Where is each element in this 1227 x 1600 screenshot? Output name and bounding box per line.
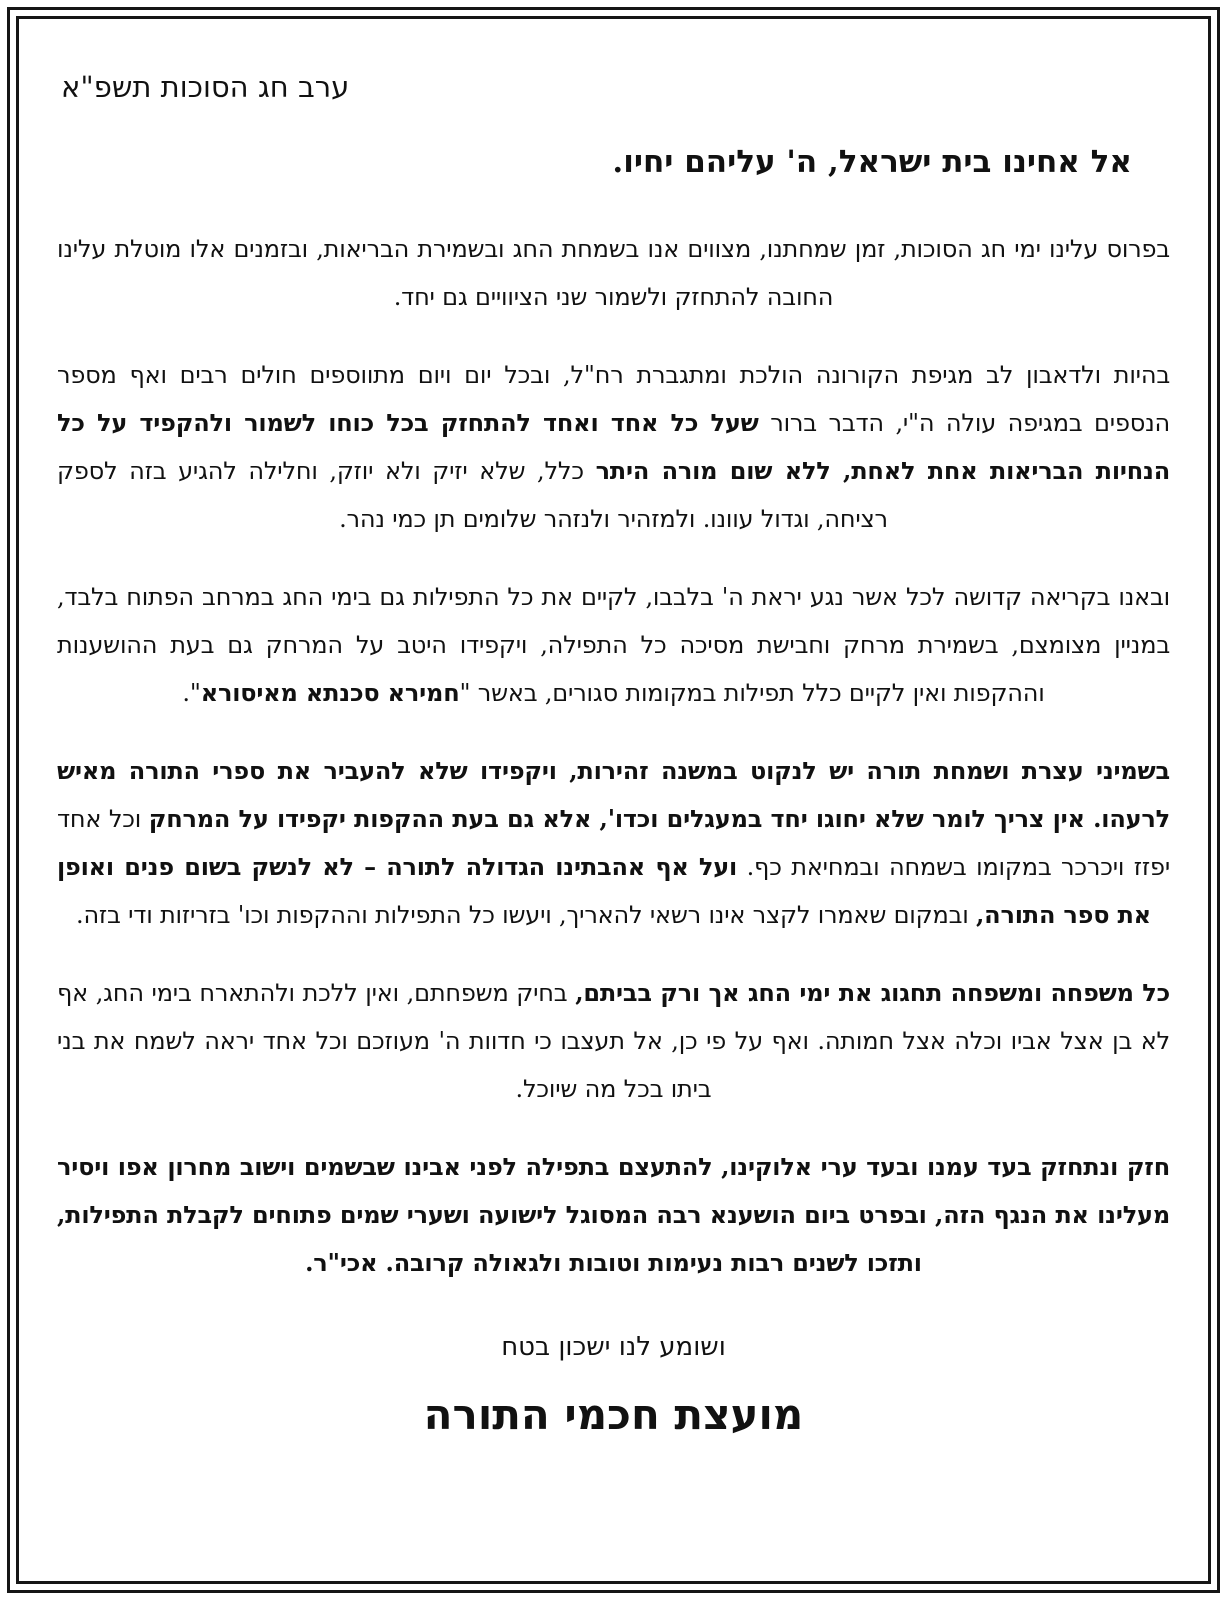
paragraph	[57, 1143, 1170, 1287]
bold-text-run: חמירא סכנתא מאיסורא	[200, 678, 460, 707]
paragraph	[57, 225, 1170, 321]
text-run: ובאנו בקריאה קדושה לכל אשר נגע יראת ה' בלבבו, לקיים את כל התפילות גם בימי החג במרחב הפתוח בלבד, במניין מצומצם, בשמירת מרחק וחבישת מסיכה כל התפילה, ויקפידו היטב על המרחק גם בעת ההושענות וההקפות ואין לקיים כלל תפילות במקומות סגורים, באשר "	[57, 583, 1170, 707]
bold-text-run: שעל כל אחד ואחד להתחזק בכל כוחו לשמור ולהקפיד על כל הנחיות הבריאות אחת לאחת, ללא שום מורה היתר	[57, 408, 1171, 485]
text-run: בחיק משפחתם, ואין ללכת ולהתארח בימי החג, אף לא בן אצל אביו וכלה אצל חמותה. ואף על פי כן, אל תעצבו כי חדוות ה' מעוזכם וכל אחד יראה לשמח את בני ביתו בכל מה שיוכל.	[57, 979, 1170, 1103]
date-line: ערב חג הסוכות תשפ"א	[61, 70, 350, 104]
paragraph	[57, 969, 1170, 1113]
salutation-heading: אל אחינו בית ישראל, ה' עליהם יחיו.	[612, 144, 1132, 180]
text-run: כלל, שלא יזיק ולא יוזק, וחלילה להגיע בזה לספק רציחה, וגדול עוונו. ולמזהיר ולנזהר שלומים תן כמי נהר.	[57, 457, 888, 533]
bold-text-run: חזק ונתחזק בעד עמנו ובעד ערי אלוקינו, להתעצם בתפילה לפני אבינו שבשמים וישוב מחרון אפו ויסיר מעלינו את הנגף הזה, ובפרט ביום הושענא רבה המסוגל לישועה ושערי שמים פתוחים לקבלת התפילות, ותזכו לשנים רבות נעימות וטובות ולגאולה קרובה. אכי"ר.	[57, 1152, 1170, 1277]
paragraph	[57, 747, 1170, 939]
closing-blessing: ושומע לנו ישכון בטח	[501, 1332, 726, 1362]
bold-text-run: ועל אף אהבתינו הגדולה לתורה – לא לנשק בשום פנים ואופן את ספר התורה,	[57, 852, 1151, 929]
text-run: בפרוס עלינו ימי חג הסוכות, זמן שמחתנו, מצווים אנו בשמחת החג ובשמירת הבריאות, ובזמנים אלו מוטלת עלינו החובה להתחזק ולשמור שני הציוויים גם יחד.	[57, 235, 1170, 311]
paragraphs	[57, 225, 1170, 1287]
signature-council: מועצת חכמי התורה	[423, 1390, 804, 1439]
text-run: בהיות ולדאבון לב מגיפת הקורונה הולכת ומתגברת רח"ל, ובכל יום ויום מתווספים חולים רבים ואף מספר הנספים במגיפה עולה ה"י, הדבר ברור	[57, 361, 1170, 437]
text-run: ובמקום שאמרו לקצר אינו רשאי להאריך, ויעשו כל התפילות וההקפות וכו' בזריזות ודי בזה.	[76, 901, 977, 929]
letter-content	[19, 19, 1208, 1581]
text-run: ".	[182, 679, 201, 707]
bold-text-run: כל משפחה ומשפחה תחגוג את ימי החג אך ורק בביתם,	[575, 978, 1170, 1007]
paragraph	[57, 573, 1170, 717]
text-run: וכל אחד יפזז ויכרכר במקומו בשמחה ובמחיאת כף.	[57, 805, 1170, 881]
paragraph	[57, 351, 1170, 543]
bold-text-run: בשמיני עצרת ושמחת תורה יש לנקוט במשנה זהירות, ויקפידו שלא להעביר את ספרי התורה מאיש לרעהו. אין צריך לומר שלא יחוגו יחד במעגלים וכדו', אלא גם בעת ההקפות יקפידו על המרחק	[57, 756, 1170, 833]
